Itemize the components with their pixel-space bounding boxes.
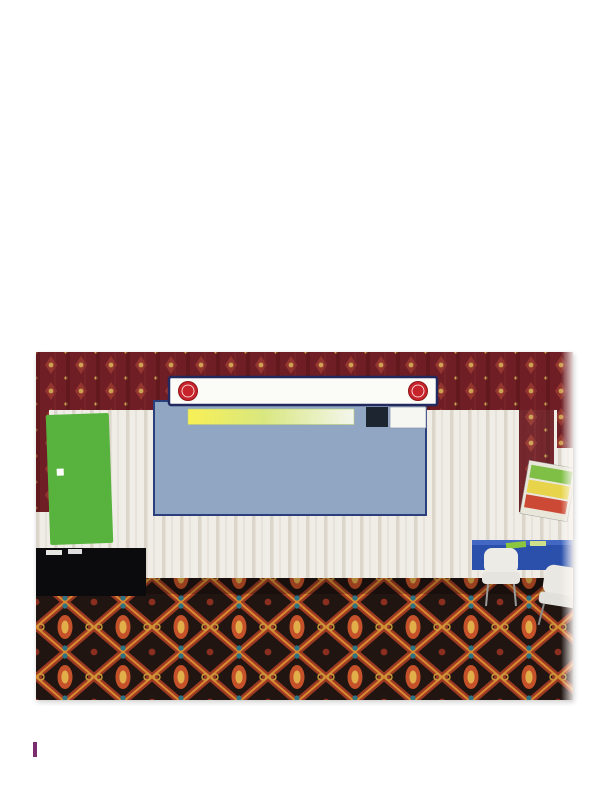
ghc-logo-icon [179, 382, 198, 401]
dark-poster [366, 407, 388, 427]
ghc-logo-icon [409, 382, 428, 401]
side-sign [390, 407, 426, 428]
photo-illustration [36, 352, 573, 700]
patterned-carpet [36, 578, 573, 700]
page-footer [33, 742, 93, 757]
footer-accent-bar [33, 742, 37, 757]
article-header [33, 58, 305, 61]
green-banner [46, 413, 113, 545]
conference-photo [36, 352, 573, 700]
